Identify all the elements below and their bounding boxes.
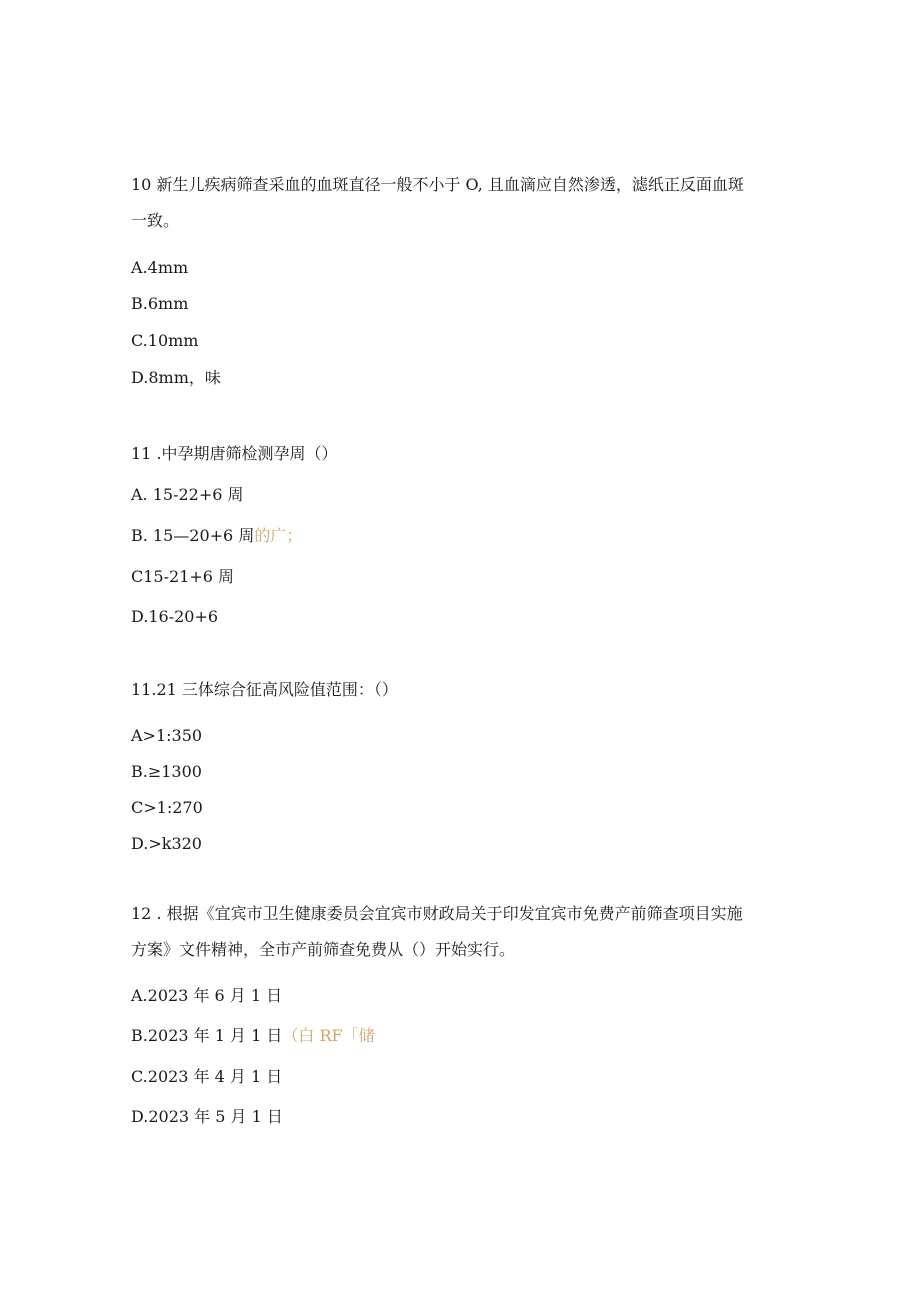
option-d: D.16-20+6 [131,607,219,626]
option-a: A.2023 年 6 月 1 日 [131,986,283,1005]
question-stem-line: 10 新生儿疾病筛查采血的血斑直径一般不小于 O, 且血滴应自然渗透，滤纸正反面血斑 [131,175,744,194]
option-c: C>1:270 [131,798,203,817]
question-stem-line: 11 .中孕期唐筛检测孕周（） [131,444,338,463]
option-b-text: B. 15—20+6 周 [131,526,255,545]
option-b: B.6mm [131,294,189,313]
option-b-faded-mark: （白 RF「储 [282,1026,375,1045]
option-d: D.2023 年 5 月 1 日 [131,1107,283,1126]
option-b: B.≥1300 [131,762,202,781]
option-a: A. 15-22+6 周 [131,485,244,504]
option-d: D.8mm，味 [131,368,221,387]
option-b [131,526,302,546]
option-a: A>1:350 [131,726,203,745]
option-c: C15-21+6 周 [131,567,235,586]
question-stem-line: 12 . 根据《宜宾市卫生健康委员会宜宾市财政局关于印发宜宾市免费产前筛查项目实施 [131,904,743,923]
option-b [131,1026,375,1046]
option-c: C.2023 年 4 月 1 日 [131,1067,283,1086]
option-c: C.10mm [131,331,199,350]
option-a: A.4mm [131,258,189,277]
question-stem-line: 方案》文件精神，全市产前筛查免费从（）开始实行。 [131,940,516,959]
option-d: D.>k320 [131,834,202,853]
option-b-text: B.2023 年 1 月 1 日 [131,1026,283,1045]
question-stem-line: 一致。 [131,211,180,230]
question-stem-line: 11.21 三体综合征高风险值范围：（） [131,680,398,699]
option-b-faded-mark: 的广； [254,526,303,545]
